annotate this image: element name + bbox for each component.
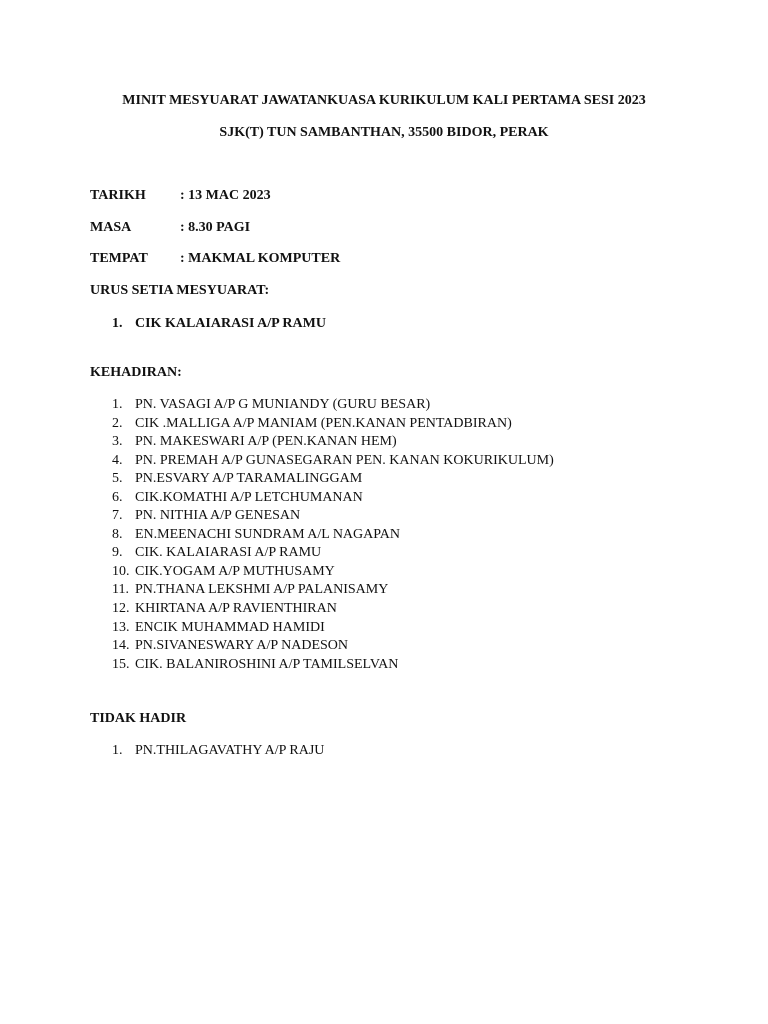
list-item-number: 10. — [112, 563, 130, 579]
list-item — [90, 526, 400, 545]
list-item-number: 1. — [112, 397, 123, 412]
list-item-text: EN.MEENACHI SUNDRAM A/L NAGAPAN — [135, 526, 400, 542]
list-item — [90, 415, 512, 434]
list-item-text: PN. NITHIA A/P GENESAN — [135, 508, 301, 524]
list-item-text: CIK.KOMATHI A/P LETCHUMANAN — [135, 489, 363, 505]
list-item-number: 1. — [112, 316, 123, 331]
tidak-hadir-heading: TIDAK HADIR — [90, 711, 187, 726]
list-item-text: CIK. KALAIARASI A/P RAMU — [135, 545, 322, 561]
list-item — [90, 489, 363, 508]
list-item-text: PN. MAKESWARI A/P (PEN.KANAN HEM) — [135, 434, 397, 450]
list-item-number: 11. — [112, 582, 129, 598]
list-item-number: 6. — [112, 489, 123, 505]
list-item-number: 7. — [112, 508, 123, 524]
tidak-hadir-list — [90, 742, 325, 761]
list-item-text: PN. VASAGI A/P G MUNIANDY (GURU BESAR) — [135, 397, 431, 412]
list-item-text: PN.ESVARY A/P TARAMALINGGAM — [135, 471, 363, 487]
list-item-text: PN. PREMAH A/P GUNASEGARAN PEN. KANAN KOKURIKULUM) — [135, 452, 554, 468]
list-item-number: 4. — [112, 452, 123, 468]
list-item — [90, 742, 325, 761]
list-item-text: PN.SIVANESWARY A/P NADESON — [135, 638, 349, 654]
list-item — [90, 315, 326, 334]
list-item-text: ENCIK MUHAMMAD HAMIDI — [135, 619, 325, 635]
list-item — [90, 470, 363, 489]
list-item — [90, 433, 397, 452]
list-item — [90, 452, 554, 471]
list-item-number: 12. — [112, 601, 130, 617]
tempat-value: : MAKMAL KOMPUTER — [180, 251, 341, 266]
masa-value: : 8.30 PAGI — [180, 220, 251, 235]
urus-setia-list — [90, 315, 326, 334]
list-item-text: KHIRTANA A/P RAVIENTHIRAN — [135, 601, 337, 617]
list-item — [90, 637, 349, 656]
list-item-number: 1. — [112, 743, 123, 758]
list-item — [90, 563, 335, 582]
meta-row-masa — [90, 220, 250, 236]
list-item-number: 9. — [112, 545, 123, 561]
kehadiran-heading: KEHADIRAN: — [90, 365, 182, 380]
document-title: MINIT MESYUARAT JAWATANKUASA KURIKULUM KALI PERTAMA SESI 2023 — [122, 93, 646, 108]
masa-label: MASA — [90, 220, 132, 235]
list-item-text: PN.THANA LEKSHMI A/P PALANISAMY — [135, 582, 389, 598]
list-item-text: CIK .MALLIGA A/P MANIAM (PEN.KANAN PENTADBIRAN) — [135, 415, 512, 431]
list-item — [90, 600, 337, 619]
meta-row-tempat — [90, 251, 340, 267]
tempat-label: TEMPAT — [90, 251, 148, 266]
list-item-number: 5. — [112, 471, 123, 487]
list-item — [90, 581, 389, 600]
list-item — [90, 396, 431, 415]
urus-setia-heading: URUS SETIA MESYUARAT: — [90, 283, 270, 298]
list-item-number: 15. — [112, 656, 130, 672]
list-item-number: 8. — [112, 526, 123, 542]
list-item — [90, 507, 301, 526]
meta-row-tarikh — [90, 188, 271, 204]
tarikh-value: : 13 MAC 2023 — [180, 188, 271, 203]
list-item — [90, 656, 399, 675]
list-item-number: 3. — [112, 434, 123, 450]
tarikh-label: TARIKH — [90, 188, 146, 203]
list-item-text: PN.THILAGAVATHY A/P RAJU — [135, 743, 325, 758]
list-item — [90, 544, 322, 563]
list-item-number: 14. — [112, 638, 130, 654]
list-item-text: CIK. BALANIROSHINI A/P TAMILSELVAN — [135, 656, 399, 672]
list-item — [90, 619, 325, 638]
list-item-number: 2. — [112, 415, 123, 431]
kehadiran-list — [90, 396, 554, 674]
list-item-text: CIK KALAIARASI A/P RAMU — [135, 316, 326, 331]
list-item-text: CIK.YOGAM A/P MUTHUSAMY — [135, 563, 335, 579]
document-subtitle: SJK(T) TUN SAMBANTHAN, 35500 BIDOR, PERAK — [219, 125, 549, 140]
list-item-number: 13. — [112, 619, 130, 635]
